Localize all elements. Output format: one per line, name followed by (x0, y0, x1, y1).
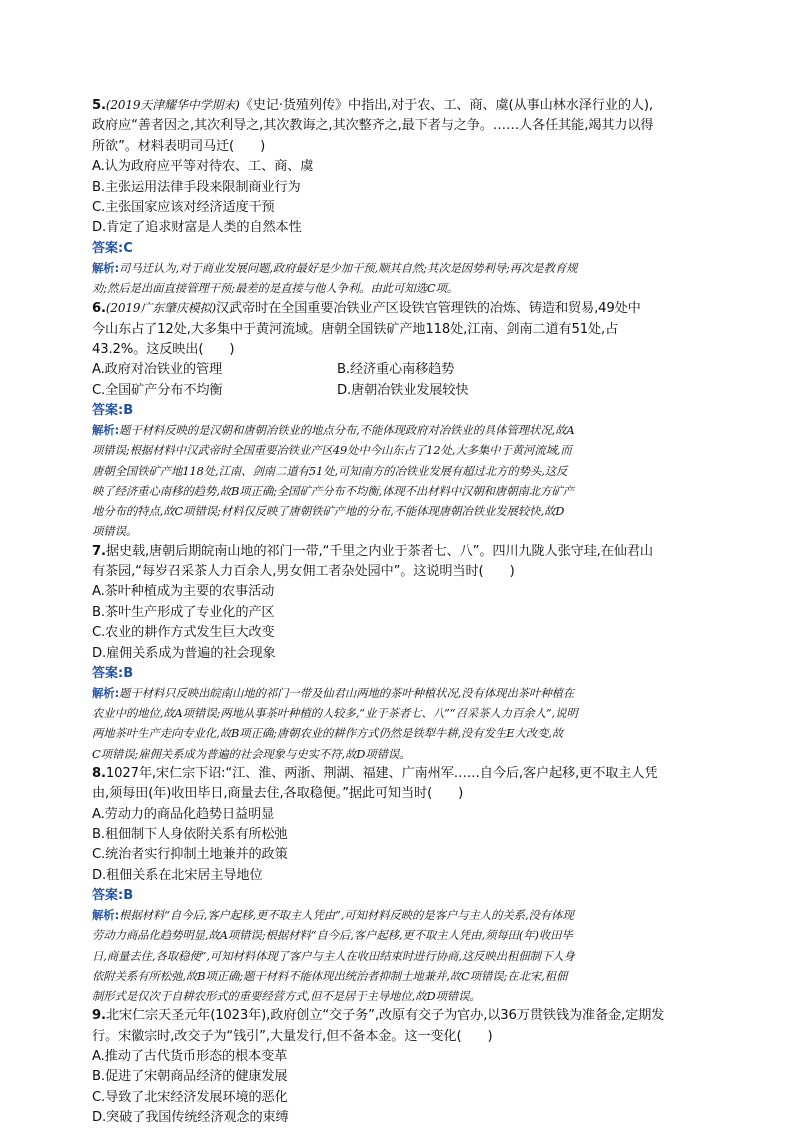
question-source: (2019天津耀华中学期末) (105, 98, 240, 112)
document-page (92, 95, 710, 1129)
option-d: D.肯定了追求财富是人类的自然本性 (92, 220, 302, 236)
explanation-line: 制形式是仅次于自耕农形式的重要经营方式,但不是居于主导地位,故D项错误。 (92, 989, 481, 1003)
explanation-line: 地分布的特点,故C项错误;材料仅反映了唐朝铁矿产地的分布,不能体现唐朝冶铁业发展较快,故D (92, 504, 565, 519)
option-row (92, 381, 710, 401)
question-stem-line: 8.1027年,宋仁宗下诏:“江、淮、两浙、荆湖、福建、广南州军……自今后,客户起移,更不取主人凭 (92, 765, 658, 781)
question-stem-line: 6.(2019广东肇庆模拟)汉武帝时在全国重要冶铁业产区设铁官管理铁的冶炼、铸造和贸易,49处中 (92, 301, 641, 317)
explanation-label: 解析: (92, 908, 120, 923)
option-b: B.经济重心南移趋势 (337, 362, 455, 378)
explanation-line: 劳动力商品化趋势明显,故A项错误;根据材料“自今后,客户起移,更不取主人凭由,须每田(年)收田毕 (92, 928, 573, 943)
question-stem-line: 7.据史载,唐朝后期皖南山地的祁门一带,“千里之内业于茶者七、八”。四川九陇人张守珪,在仙君山 (92, 543, 653, 559)
option-a: A.推动了古代货币形态的根本变革 (92, 1049, 288, 1065)
answer: 答案:B (92, 403, 134, 419)
option-d: D.突破了我国传统经济观念的束缚 (92, 1110, 289, 1126)
answer: 答案:B (92, 665, 134, 681)
option-d: D.雇佣关系成为普遍的社会现象 (92, 645, 276, 661)
explanation-line: 依附关系有所松弛,故B项正确;题干材料不能体现出统治者抑制土地兼并,故C项错误;在北宋,租佃 (92, 968, 568, 983)
question-number: 9. (92, 1008, 106, 1024)
question-8 (92, 764, 710, 1006)
question-6 (92, 298, 710, 541)
question-7 (92, 542, 710, 764)
question-5 (92, 95, 710, 298)
explanation-line: 日,商量去住,各取稳便”,可知材料体现了客户与主人在收田结束时进行协商,这反映出租佃制下人身 (92, 948, 575, 963)
explanation-line: 解析:题干材料只反映出皖南山地的祁门一带及仙君山两地的茶叶种植状况,没有体现出茶叶种植在 (92, 685, 575, 700)
option-a: A.认为政府应平等对待农、工、商、虞 (92, 159, 314, 175)
option-c: C.农业的耕作方式发生巨大改变 (92, 625, 275, 641)
answer: 答案:B (92, 888, 134, 904)
question-number: 7. (92, 543, 106, 559)
question-stem-line: 有茶园,“每岁召采茶人力百余人,男女佣工者杂处园中”。这说明当时( ) (92, 563, 515, 579)
question-stem-line: 所欲”。材料表明司马迁( ) (92, 138, 266, 154)
option-b: B.主张运用法律手段来限制商业行为 (92, 179, 301, 195)
option-c: C.导致了北宋经济发展环境的恶化 (92, 1089, 288, 1105)
explanation-line: 解析:根据材料“自今后,客户起移,更不取主人凭由”,可知材料反映的是客户与主人的关系,没有体现 (92, 908, 574, 923)
explanation-label: 解析: (92, 685, 120, 700)
explanation-line: 项错误。 (92, 524, 138, 539)
option-b: B.促进了宋朝商品经济的健康发展 (92, 1069, 288, 1085)
question-stem-line: 9.北宋仁宗天圣元年(1023年),政府创立“交子务”,改原有交子为官办,以36万贯铁钱为准备金,定期发 (92, 1008, 665, 1024)
question-number: 8. (92, 765, 106, 781)
option-c: C.统治者实行抑制土地兼并的政策 (92, 847, 288, 863)
explanation-line: 农业中的地位,故A项错误;两地从事茶叶种植的人较多,“业于茶者七、八”“召采茶人力百余人”,说明 (92, 706, 578, 721)
explanation-line: C项错误;雇佣关系成为普遍的社会现象与史实不符,故D项错误。 (92, 746, 411, 761)
question-number: 5. (92, 98, 106, 113)
explanation-line: 解析:题干材料反映的是汉朝和唐朝冶铁业的地点分布,不能体现政府对冶铁业的具体管理状况,故A (92, 423, 575, 438)
question-number: 6. (92, 301, 106, 317)
question-stem-line: 政府应“善者因之,其次利导之,其次教诲之,其次整齐之,最下者与之争。……人各任其能,竭其力以得 (92, 118, 654, 134)
question-source: (2019广东肇庆模拟) (105, 301, 216, 316)
option-row (92, 360, 710, 380)
question-stem-line: 今山东占了12处,大多集中于黄河流域。唐朝全国铁矿产地118处,江南、剑南二道有51处,占 (92, 321, 619, 337)
explanation-line: 映了经济重心南移的趋势,故B项正确;全国矿产分布不均衡,体现不出材料中汉朝和唐朝南北方矿产 (92, 483, 574, 498)
explanation-label: 解析: (92, 423, 120, 438)
option-b: B.茶叶生产形成了专业化的产区 (92, 604, 275, 620)
question-9 (92, 1006, 710, 1128)
question-stem-line: 5.(2019天津耀华中学期末)《史记·货殖列传》中指出,对于农、工、商、虞(从事山林水泽行业的人), (92, 98, 653, 113)
option-a: A.政府对冶铁业的管理 (92, 362, 223, 378)
option-d: D.唐朝冶铁业发展较快 (337, 382, 469, 398)
answer: 答案:C (92, 240, 133, 256)
option-c: C.主张国家应该对经济适度干预 (92, 200, 275, 216)
question-stem-line: 行。宋徽宗时,改交子为“钱引”,大量发行,但不备本金。这一变化( ) (92, 1028, 493, 1044)
question-stem-line: 由,须每田(年)收田毕日,商量去住,各取稳便。”据此可知当时( ) (92, 786, 464, 802)
explanation-line: 项错误;根据材料中汉武帝时全国重要冶铁业产区49处中今山东占了12处,大多集中于黄河流域,而 (92, 443, 572, 458)
explanation-line: 唐朝全国铁矿产地118处,江南、剑南二道有51处,可知南方的冶铁业发展有超过北方的势头,这反 (92, 463, 568, 478)
option-c: C.全国矿产分布不均衡 (92, 382, 223, 398)
option-d: D.租佃关系在北宋居主导地位 (92, 867, 263, 883)
option-b: B.租佃制下人身依附关系有所松弛 (92, 826, 288, 842)
option-a: A.劳动力的商品化趋势日益明显 (92, 806, 275, 822)
explanation-line: 劝;然后是出面直接管理干预;最差的是直接与他人争利。由此可知选C项。 (92, 281, 459, 296)
option-a: A.茶叶种植成为主要的农事活动 (92, 584, 275, 600)
question-stem-line: 43.2%。这反映出( ) (92, 342, 235, 358)
explanation-line: 两地茶叶生产走向专业化,故B项正确;唐朝农业的耕作方式仍然是铁犁牛耕,没有发生E大改变,故 (92, 726, 564, 741)
explanation-line: 解析:司马迁认为,对于商业发展问题,政府最好是少加干预,顺其自然;其次是因势利导;再次是教育规 (92, 260, 578, 275)
explanation-label: 解析: (92, 260, 120, 275)
